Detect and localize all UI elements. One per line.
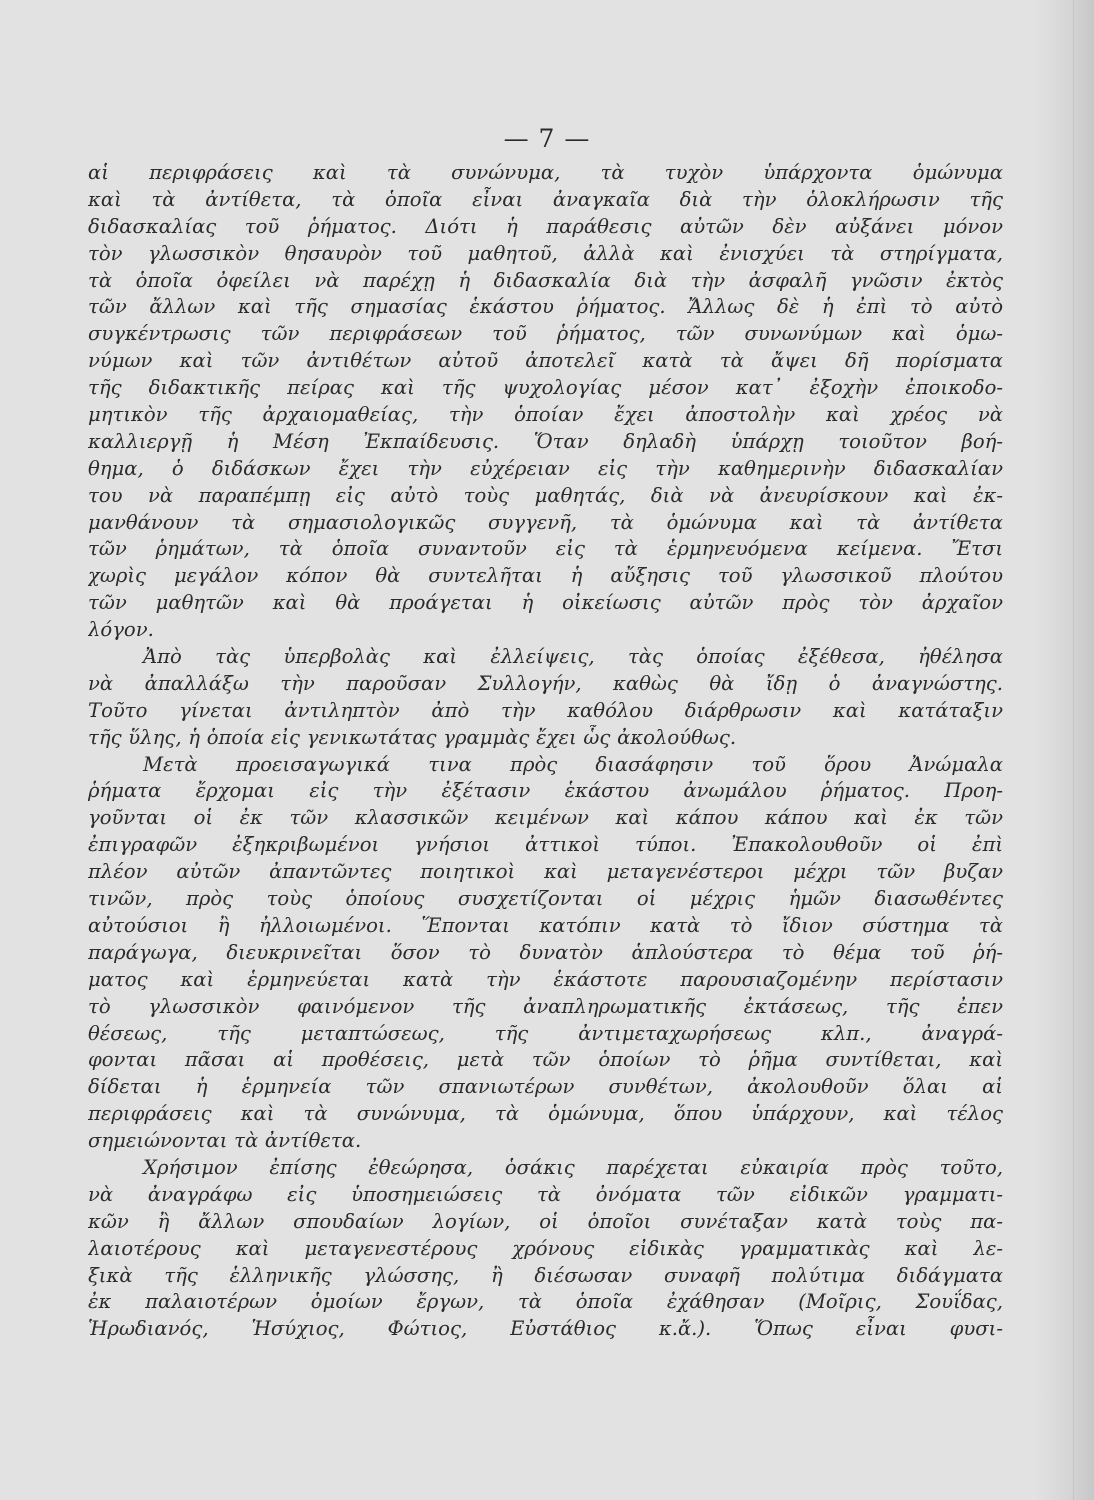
text-line: καὶ τὰ ἀντίθετα, τὰ ὁποῖα εἶναι ἀναγκαῖα διὰ τὴν ὁλοκλήρωσιν τῆς [88, 187, 1003, 211]
text-line: Χρήσιμον ἐπίσης ἐθεώρησα, ὁσάκις παρέχεται εὐκαιρία πρὸς τοῦτο, [143, 1155, 1003, 1179]
text-line: τῶν ῥημάτων, τὰ ὁποῖα συναντοῦν εἰς τὰ ἑρμηνευόμενα κείμενα. Ἔτσι [88, 537, 1003, 561]
text-line: σημειώνονται τὰ ἀντίθετα. [88, 1129, 362, 1153]
text-line: τὰ ὁποῖα ὀφείλει νὰ παρέχῃ ἡ διδασκαλία διὰ τὴν ἀσφαλῆ γνῶσιν ἐκτὸς [88, 268, 1003, 292]
text-line: αὐτούσιοι ἢ ἠλλοιωμένοι. Ἕπονται κατόπιν κατὰ τὸ ἴδιον σύστημα τὰ [88, 913, 1003, 937]
text-line: περιφράσεις καὶ τὰ συνώνυμα, τὰ ὁμώνυμα, ὅπου ὑπάρχουν, καὶ τέλος [88, 1102, 1003, 1126]
text-line: δίδεται ἡ ἑρμηνεία τῶν σπανιωτέρων συνθέτων, ἀκολουθοῦν ὅλαι αἱ [88, 1075, 1003, 1099]
page-edge-shadow [1034, 0, 1094, 1500]
text-line: καλλιεργῇ ἡ Μέση Ἐκπαίδευσις. Ὅταν δηλαδὴ ὑπάρχῃ τοιοῦτον βοή- [88, 429, 1003, 453]
text-line: χωρὶς μεγάλον κόπον θὰ συντελῆται ἡ αὔξησις τοῦ γλωσσικοῦ πλούτου [88, 564, 1003, 588]
text-line: πλέον αὐτῶν ἀπαντῶντες ποιητικοὶ καὶ μεταγενέστεροι μέχρι τῶν βυζαν [88, 860, 1003, 884]
text-line: μανθάνουν τὰ σημασιολογικῶς συγγενῆ, τὰ ὁμώνυμα καὶ τὰ ἀντίθετα [88, 510, 1003, 534]
text-line: τῆς διδακτικῆς πείρας καὶ τῆς ψυχολογίας μέσον κατ᾽ ἐξοχὴν ἐποικοδο- [88, 376, 1003, 400]
text-line: κῶν ἢ ἄλλων σπουδαίων λογίων, οἱ ὁποῖοι συνέταξαν κατὰ τοὺς πα- [88, 1209, 1003, 1233]
text-line: μητικὸν τῆς ἀρχαιομαθείας, τὴν ὁποίαν ἔχει ἀποστολὴν καὶ χρέος νὰ [88, 403, 1003, 427]
text-line: λαιοτέρους καὶ μεταγενεστέρους χρόνους εἰδικὰς γραμματικὰς καὶ λε- [88, 1236, 1003, 1260]
text-line: παράγωγα, διευκρινεῖται ὅσον τὸ δυνατὸν ἁπλούστερα τὸ θέμα τοῦ ῥή- [88, 940, 1003, 964]
text-line: θέσεως, τῆς μεταπτώσεως, τῆς ἀντιμεταχωρήσεως κλπ., ἀναγρά- [88, 1021, 1003, 1045]
text-line: Μετὰ προεισαγωγικά τινα πρὸς διασάφησιν τοῦ ὅρου Ἀνώμαλα [143, 752, 1003, 776]
text-line: τῶν ἄλλων καὶ τῆς σημασίας ἑκάστου ῥήματος. Ἄλλως δὲ ἡ ἐπὶ τὸ αὐτὸ [88, 295, 1003, 319]
text-line: τὸν γλωσσικὸν θησαυρὸν τοῦ μαθητοῦ, ἀλλὰ καὶ ἐνισχύει τὰ στηρίγματα, [88, 241, 1003, 265]
text-line: Ἀπὸ τὰς ὑπερβολὰς καὶ ἐλλείψεις, τὰς ὁποίας ἐξέθεσα, ἠθέλησα [143, 645, 1003, 669]
text-line: ἐπιγραφῶν ἐξηκριβωμένοι γνήσιοι ἀττικοὶ τύποι. Ἐπακολουθοῦν οἱ ἐπὶ [88, 833, 1003, 857]
text-line: νὰ ἀπαλλάξω τὴν παροῦσαν Συλλογήν, καθὼς θὰ ἴδῃ ὁ ἀναγνώστης. [88, 671, 1003, 695]
text-line: ματος καὶ ἑρμηνεύεται κατὰ τὴν ἑκάστοτε παρουσιαζομένην περίστασιν [88, 967, 1003, 991]
body-text [88, 160, 1003, 1343]
text-line: Τοῦτο γίνεται ἀντιληπτὸν ἀπὸ τὴν καθόλου διάρθρωσιν καὶ κατάταξιν [88, 698, 1003, 722]
text-line: συγκέντρωσις τῶν περιφράσεων τοῦ ῥήματος, τῶν συνωνύμων καὶ ὁμω- [88, 322, 1003, 346]
text-line: ῥήματα ἔρχομαι εἰς τὴν ἐξέτασιν ἑκάστου ἀνωμάλου ῥήματος. Προη- [88, 779, 1003, 803]
text-line: ξικὰ τῆς ἑλληνικῆς γλώσσης, ἢ διέσωσαν συναφῆ πολύτιμα διδάγματα [88, 1263, 1003, 1287]
text-line: νὰ ἀναγράφω εἰς ὑποσημειώσεις τὰ ὀνόματα τῶν εἰδικῶν γραμματι- [88, 1182, 1003, 1206]
text-line: τῆς ὕλης, ἡ ὁποία εἰς γενικωτάτας γραμμὰς ἔχει ὧς ἀκολούθως. [88, 725, 737, 749]
text-line: τινῶν, πρὸς τοὺς ὁποίους συσχετίζονται οἱ μέχρις ἡμῶν διασωθέντες [88, 887, 1003, 911]
text-line: ἐκ παλαιοτέρων ὁμοίων ἔργων, τὰ ὁποῖα ἐχάθησαν (Μοῖρις, Σουΐδας, [88, 1290, 1003, 1314]
text-line: τῶν μαθητῶν καὶ θὰ προάγεται ἡ οἰκείωσις αὐτῶν πρὸς τὸν ἀρχαῖον [88, 591, 1003, 615]
text-line: τὸ γλωσσικὸν φαινόμενον τῆς ἀναπληρωματικῆς ἐκτάσεως, τῆς ἐπεν [88, 994, 1003, 1018]
text-line: του νὰ παραπέμπῃ εἰς αὐτὸ τοὺς μαθητάς, διὰ νὰ ἀνευρίσκουν καὶ ἐκ- [88, 483, 1003, 507]
text-line: Ἡρωδιανός, Ἡσύχιος, Φώτιος, Εὐστάθιος κ.ἄ.). Ὅπως εἶναι φυσι- [88, 1317, 1003, 1341]
text-line: διδασκαλίας τοῦ ῥήματος. Διότι ἡ παράθεσις αὐτῶν δὲν αὐξάνει μόνον [88, 214, 1003, 238]
page-edge-line [1073, 0, 1074, 1500]
page-number: — 7 — [503, 124, 591, 153]
text-line: αἱ περιφράσεις καὶ τὰ συνώνυμα, τὰ τυχὸν ὑπάρχοντα ὁμώνυμα [88, 161, 1003, 184]
text-line: λόγον. [88, 618, 154, 642]
text-line: φονται πᾶσαι αἱ προθέσεις, μετὰ τῶν ὁποίων τὸ ῥῆμα συντίθεται, καὶ [88, 1048, 1003, 1072]
text-line: θημα, ὁ διδάσκων ἔχει τὴν εὐχέρειαν εἰς τὴν καθημερινὴν διδασκαλίαν [88, 456, 1003, 480]
text-line: γοῦνται οἱ ἐκ τῶν κλασσικῶν κειμένων καὶ κάπου κάπου καὶ ἐκ τῶν [88, 806, 1003, 830]
text-line: νύμων καὶ τῶν ἀντιθέτων αὐτοῦ ἀποτελεῖ κατὰ τὰ ἄψει δῆ πορίσματα [88, 349, 1003, 373]
